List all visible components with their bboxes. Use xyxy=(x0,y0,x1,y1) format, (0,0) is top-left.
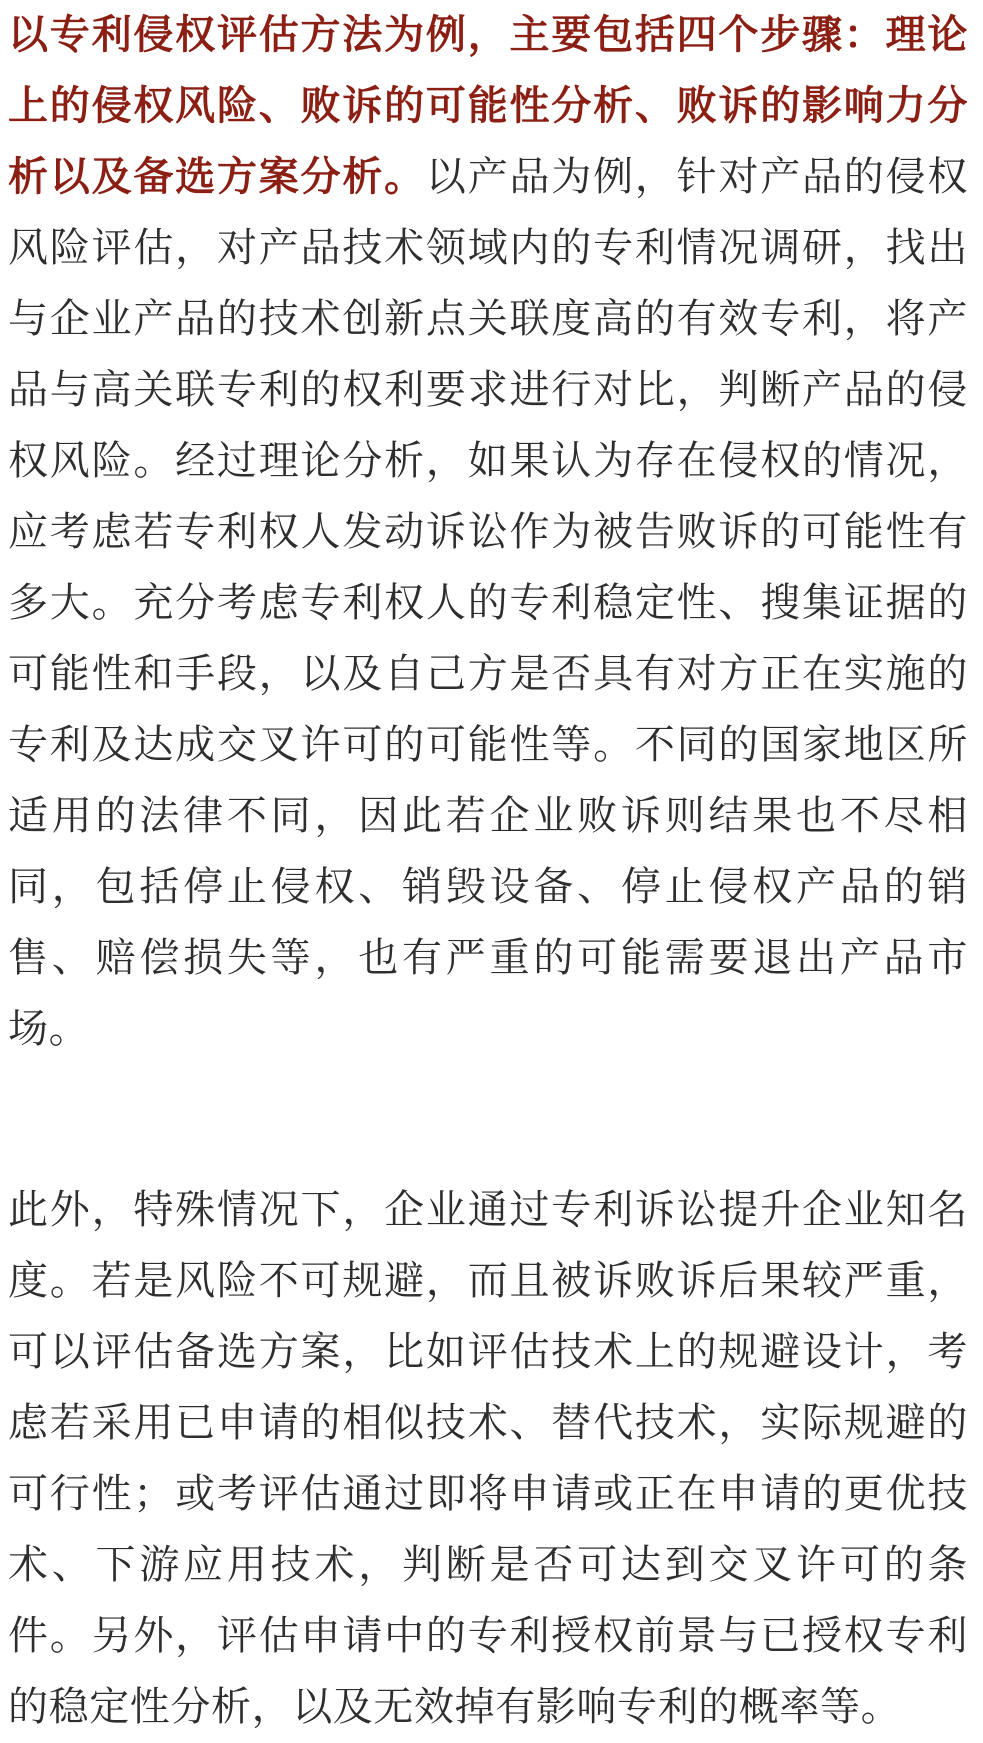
paragraph-2 xyxy=(8,1175,968,1743)
article xyxy=(8,0,968,1743)
paragraph-1 xyxy=(8,0,968,1065)
paragraph-1-body: 以产品为例，针对产品的侵权风险评估，对产品技术领域内的专利情况调研，找出与企业产品的技术创新点关联度高的有效专利，将产品与高关联专利的权利要求进行对比，判断产品的侵权风险。经过理论分析，如果认为存在侵权的情况，应考虑若专利权人发动诉讼作为被告败诉的可能性有多大。充分考虑专利权人的专利稳定性、搜集证据的可能性和手段，以及自己方是否具有对方正在实施的专利及达成交叉许可的可能性等。不同的国家地区所适用的法律不同，因此若企业败诉则结果也不尽相同，包括停止侵权、销毁设备、停止侵权产品的销售、赔偿损失等，也有严重的可能需要退出产品市场。 xyxy=(8,154,968,1052)
emphasis-text: 以专利侵权评估方法为例，主要包括四个步骤：理论上的侵权风险、败诉的可能性分析、败诉的影响力分析以及备选方案分析。 xyxy=(8,12,968,200)
paragraph-2-body: 此外，特殊情况下，企业通过专利诉讼提升企业知名度。若是风险不可规避，而且被诉败诉后果较严重，可以评估备选方案，比如评估技术上的规避设计，考虑若采用已申请的相似技术、替代技术，实际规避的可行性；或考评估通过即将申请或正在申请的更优技术、下游应用技术，判断是否可达到交叉许可的条件。另外，评估申请中的专利授权前景与已授权专利的稳定性分析，以及无效掉有影响专利的概率等。 xyxy=(8,1187,968,1730)
